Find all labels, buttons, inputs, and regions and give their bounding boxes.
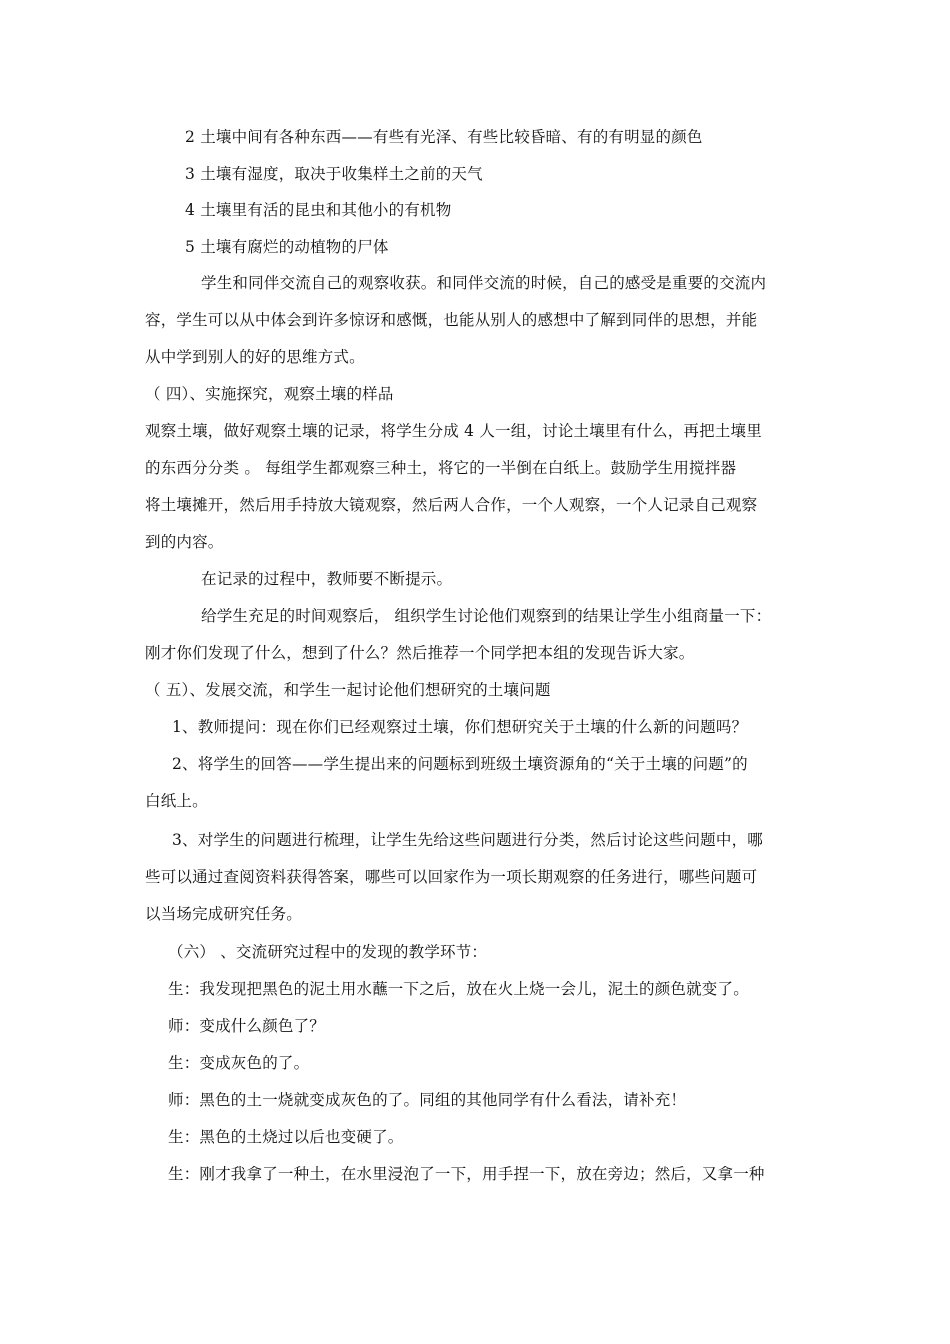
list-item-continuation: 以当场完成研究任务。 xyxy=(145,905,303,923)
paragraph-line: 给学生充足的时间观察后， 组织学生讨论他们观察到的结果让学生小组商量一下： xyxy=(201,607,772,625)
dialogue-line: 生：变成灰色的了。 xyxy=(168,1054,310,1072)
text-line: 5 土壤有腐烂的动植物的尸体 xyxy=(185,238,389,256)
paragraph-line: 的东西分分类 。 每组学生都观察三种土，将它的一半倒在白纸上。鼓励学生用搅拌器 xyxy=(145,459,737,477)
list-item: 3、对学生的问题进行梳理，让学生先给这些问题进行分类，然后讨论这些问题中，哪 xyxy=(172,831,763,849)
section-heading: （ 五）、发展交流，和学生一起讨论他们想研究的土壤问题 xyxy=(145,681,551,699)
paragraph-line: 将土壤摊开，然后用手持放大镜观察，然后两人合作，一个人观察，一个人记录自己观察 xyxy=(145,496,758,514)
section-heading: （六） 、交流研究过程中的发现的教学环节： xyxy=(168,943,488,961)
list-item-continuation: 白纸上。 xyxy=(145,792,208,810)
text-line: 4 土壤里有活的昆虫和其他小的有机物 xyxy=(185,201,452,219)
text-line: 3 土壤有湿度，取决于收集样土之前的天气 xyxy=(185,165,483,183)
paragraph-line: 刚才你们发现了什么，想到了什么？然后推荐一个同学把本组的发现告诉大家。 xyxy=(145,644,695,662)
list-item: 2、将学生的回答——学生提出来的问题标到班级土壤资源角的“关于土壤的问题”的 xyxy=(172,755,748,773)
dialogue-line: 生：我发现把黑色的泥土用水蘸一下之后，放在火上烧一会儿，泥土的颜色就变了。 xyxy=(168,980,749,998)
dialogue-line: 生：刚才我拿了一种土，在水里浸泡了一下，用手捏一下，放在旁边；然后，又拿一种 xyxy=(168,1165,765,1183)
paragraph-line: 到的内容。 xyxy=(145,533,224,551)
dialogue-line: 师：变成什么颜色了？ xyxy=(168,1017,326,1035)
list-item: 1、教师提问：现在你们已经观察过土壤，你们想研究关于土壤的什么新的问题吗？ xyxy=(172,718,748,736)
paragraph-line: 从中学到别人的好的思维方式。 xyxy=(145,348,365,366)
list-item-continuation: 些可以通过查阅资料获得答案，哪些可以回家作为一项长期观察的任务进行，哪些问题可 xyxy=(145,868,758,886)
paragraph-line: 观察土壤，做好观察土壤的记录，将学生分成 4 人一组，讨论土壤里有什么，再把土壤里 xyxy=(145,422,762,440)
paragraph-line: 容，学生可以从中体会到许多惊讶和感慨，也能从别人的感想中了解到同伴的思想，并能 xyxy=(145,311,758,329)
dialogue-line: 生：黑色的土烧过以后也变硬了。 xyxy=(168,1128,404,1146)
paragraph-line: 学生和同伴交流自己的观察收获。和同伴交流的时候，自己的感受是重要的交流内 xyxy=(201,274,767,292)
paragraph-line: 在记录的过程中，教师要不断提示。 xyxy=(201,570,453,588)
dialogue-line: 师：黑色的土一烧就变成灰色的了。同组的其他同学有什么看法，请补充！ xyxy=(168,1091,687,1109)
section-heading: （ 四）、实施探究，观察土壤的样品 xyxy=(145,385,394,403)
text-line: 2 土壤中间有各种东西——有些有光泽、有些比较昏暗、有的有明显的颜色 xyxy=(185,128,703,146)
